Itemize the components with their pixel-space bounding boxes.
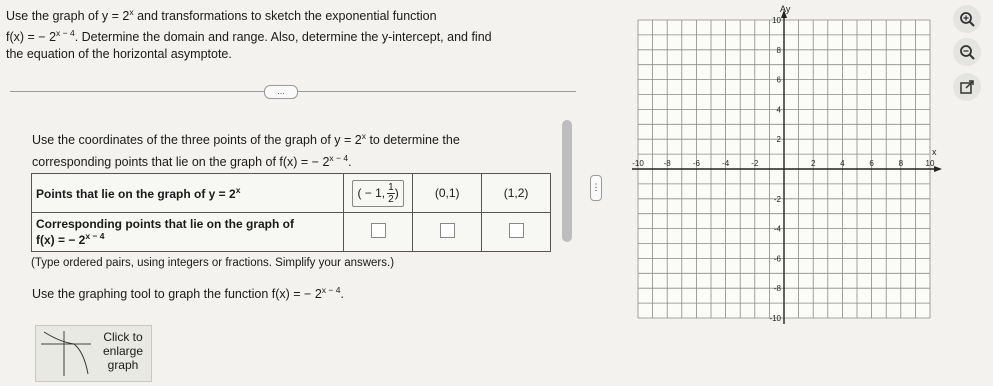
question-text: Use the graph of $y = 2^x$ and transformations to sketch the exponential function f(x) = − $2^{x - 4}$. Determine the domain and range. Also, determine the y-intercept, and find the equation of the horizontal asymptote. [6, 7, 492, 62]
type-note: (Type ordered pairs, using integers or fractions. Simplify your answers.) [31, 257, 395, 269]
answer-input-3[interactable] [509, 223, 524, 238]
x-tick-label: -6 [692, 159, 700, 168]
x-axis-label: x [932, 147, 937, 157]
y-tick-label: -10 [769, 314, 781, 323]
zoom-out-icon[interactable] [953, 38, 981, 66]
x-tick-label: 4 [840, 159, 845, 168]
x-tick-label: 2 [810, 159, 816, 168]
row-label-corresponding-points: Corresponding points that lie on the graph of f(x) = − $2^{x - 4}$ [32, 213, 344, 252]
table-row [32, 213, 551, 252]
scrollbar[interactable] [562, 120, 572, 242]
y-tick-label: 6 [776, 75, 781, 85]
x-tick-label: -10 [632, 159, 644, 168]
x-tick-label: -8 [663, 159, 671, 168]
answer-input-2[interactable] [440, 223, 455, 238]
y-tick-label: -2 [773, 194, 781, 204]
splitter-handle[interactable]: ⋮ [590, 175, 602, 201]
y-tick-label: 8 [776, 45, 781, 55]
y-tick-label: 10 [772, 16, 781, 25]
points-table [31, 173, 551, 252]
x-tick-label: -4 [722, 159, 730, 168]
instruction-coordinates: Use the coordinates of the three points of the graph of $y = 2^x$ to determine the corresponding points that lie on the graph of f(x) = − $2^{x - 4}$. [32, 131, 460, 170]
y-axis-label: Ay [780, 4, 791, 14]
point-1: ( − 1, 1 2 ) [343, 174, 412, 213]
y-tick-label: -8 [773, 284, 781, 294]
coordinate-graph[interactable] [600, 0, 950, 325]
answer-input-1[interactable] [371, 223, 386, 238]
x-tick-label: -2 [751, 159, 759, 168]
point-3: (1,2) [482, 174, 551, 213]
x-axis-arrow [934, 166, 942, 172]
x-tick-label: 8 [898, 159, 904, 168]
zoom-in-icon[interactable] [953, 5, 981, 33]
y-tick-label: -6 [773, 254, 781, 264]
table-row [32, 174, 551, 213]
instruction-graphing: Use the graphing tool to graph the function f(x) = − $2^{x - 4}$. [32, 285, 344, 302]
point-2: (0,1) [413, 174, 482, 213]
x-tick-label: 10 [925, 159, 935, 168]
enlarge-graph-label[interactable]: Click to enlarge graph [102, 330, 144, 372]
y-tick-label: 4 [776, 105, 781, 115]
y-tick-label: 2 [776, 135, 781, 145]
row-label-parent-points: Points that lie on the graph of $y = 2^x$ [32, 174, 344, 213]
popout-icon[interactable] [953, 73, 981, 101]
y-tick-label: -4 [773, 224, 781, 234]
show-more-button[interactable]: ... [264, 85, 298, 99]
x-tick-label: 6 [869, 159, 874, 168]
